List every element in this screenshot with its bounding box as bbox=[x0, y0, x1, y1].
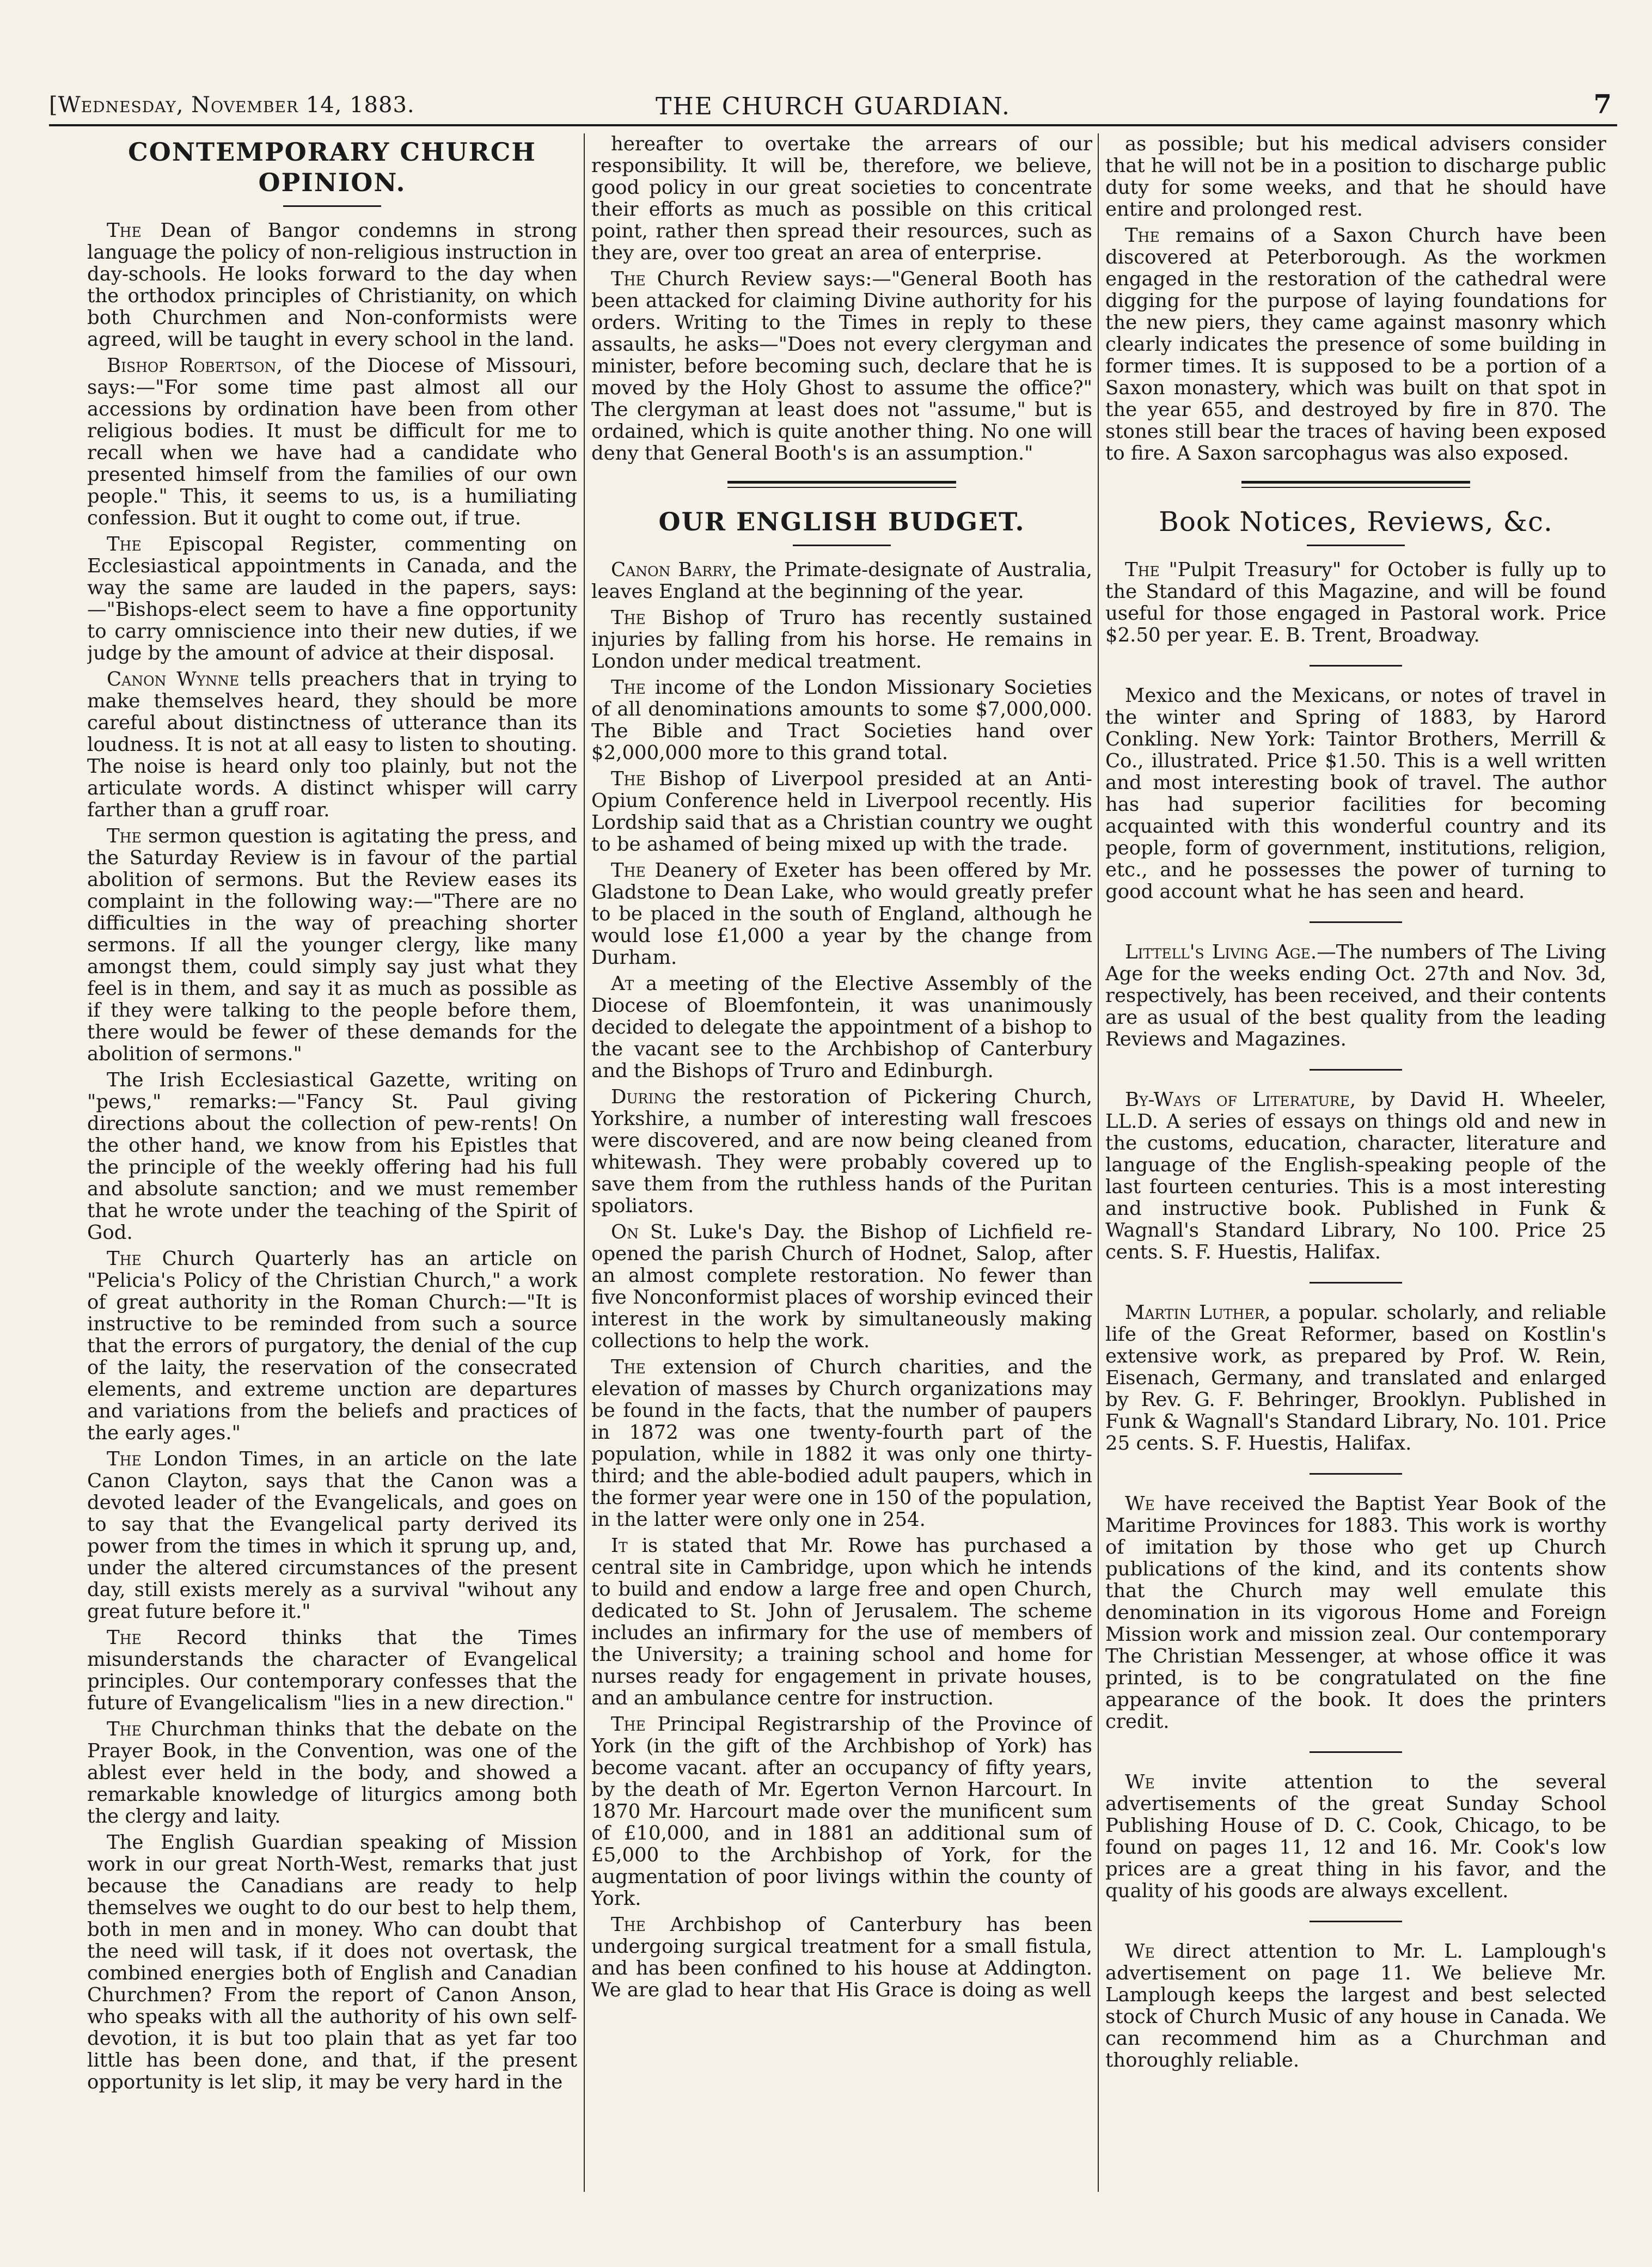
paragraph-text: Churchman thinks that the debate on the Prayer Book, in the Convention, was one of the ablest ever held in the body, and showed a remarkable knowledge of liturgics among both the clergy and laity. bbox=[87, 1718, 577, 1828]
title-rule bbox=[283, 205, 381, 207]
continued-articles bbox=[591, 133, 1092, 465]
paragraph-text: income of the London Missionary Societies of all denominations amounts to some $7,000,000. The Bible and Tract Societies hand over $2,000,000 more to this grand total. bbox=[591, 676, 1092, 764]
paragraph-text: Church Review says:—"General Booth has been attacked for claiming Divine authority for his orders. Writing to the Times in reply to these assaults, he asks—"Does not every clergyman and minister, before becoming such, declare that he is moved by the Holy Ghost to assume the office?" The clergyman at least does not "assume," but is ordained, which is quite another thing. No one will deny that General Booth's is an assumption." bbox=[591, 268, 1092, 465]
paragraph-lead: By-Ways of Literature, bbox=[1125, 1089, 1356, 1111]
article-paragraph bbox=[591, 559, 1092, 603]
paragraph-lead: The bbox=[107, 1627, 142, 1649]
section-title-book-notices: Book Notices, Reviews, &c. bbox=[1159, 506, 1553, 537]
english-budget-articles bbox=[591, 559, 1092, 2001]
paragraph-text: —The numbers of The Living Age for the weeks ending Oct. 27th and Nov. 3d, respectively, has been received, and their contents are as usual of the best quality from the leading Reviews and Magazines. bbox=[1105, 941, 1606, 1050]
article-paragraph bbox=[87, 669, 577, 821]
column-divider bbox=[584, 133, 585, 2192]
article-paragraph bbox=[1105, 559, 1606, 646]
paragraph-text: Record thinks that the Times misunderstands the character of Evangelical principles. Our contemporary confesses that the future of Evangelicalism "lies in a new direction." bbox=[87, 1627, 577, 1714]
article-paragraph bbox=[87, 1719, 577, 1828]
paragraph-text: The Irish Ecclesiastical Gazette, writing on "pews," remarks:—"Fancy St. Paul giving directions about the collection of pew-rents! On the other hand, we know from his Epistles that the principle of the weekly offering had his full and absolute sanction; and we must remember that he wrote under the teaching of the Spirit of God. bbox=[87, 1069, 577, 1244]
paragraph-lead: The bbox=[611, 1713, 646, 1736]
article-paragraph bbox=[591, 973, 1092, 1082]
paragraph-lead: Canon Barry, bbox=[611, 559, 738, 581]
article-paragraph bbox=[591, 1086, 1092, 1217]
paragraph-text: Bishop of Liverpool presided at an Anti-Opium Conference held in Liverpool recently. His Lordship said that as a Christian country we ought to be ashamed of being mixed up with the trade. bbox=[591, 768, 1092, 856]
paragraph-lead: On bbox=[611, 1221, 639, 1243]
paragraph-text: Principal Registrarship of the Province of York (in the gift of the Archbishop of York) has become vacant. after an occupancy of fifty years, by the death of Mr. Egerton Vernon Harcourt. In 1870 Mr. Harcourt made over the munificent sum of £10,000, and in 1881 an additional sum of £5,000 to the Archbishop of York, for the augmentation of poor livings within the county of York. bbox=[591, 1713, 1092, 1910]
notice-divider bbox=[1310, 1282, 1402, 1284]
paragraph-lead: We bbox=[1125, 1940, 1155, 1963]
paragraph-lead: The bbox=[611, 859, 646, 882]
paragraph-lead: The bbox=[611, 607, 646, 629]
notice-divider bbox=[1310, 1921, 1402, 1922]
paragraph-text: invite attention to the several advertisements of the great Sunday School Publishing House of D. C. Cook, Chicago, to be found on pages 11, 12 and 16. Mr. Cook's low prices are a great thing in his favor, and the quality of his goods are always excellent. bbox=[1105, 1771, 1606, 1902]
paragraph-lead: At bbox=[611, 973, 634, 995]
page-number: 7 bbox=[1593, 89, 1612, 120]
section-divider bbox=[1241, 481, 1470, 488]
article-paragraph bbox=[591, 1535, 1092, 1709]
article-paragraph bbox=[591, 1914, 1092, 2001]
article-paragraph bbox=[87, 220, 577, 351]
article-paragraph bbox=[591, 268, 1092, 465]
paragraph-text: Deanery of Exeter has been offered by Mr. Gladstone to Dean Lake, who would greatly prefer to be placed in the south of England, although he would lose £1,000 a year by the change from Durham. bbox=[591, 859, 1092, 969]
notice-divider bbox=[1310, 1069, 1402, 1071]
paragraph-text: direct attention to Mr. L. Lamplough's advertisement on page 11. We believe Mr. Lamplough keeps the largest and best selected stock of Church Music of any house in Canada. We can recommend him as a Churchman and thoroughly reliable. bbox=[1105, 1940, 1606, 2072]
paragraph-lead: The bbox=[107, 533, 142, 555]
column-1 bbox=[87, 133, 577, 2192]
article-paragraph bbox=[1105, 942, 1606, 1050]
paragraph-lead: The bbox=[611, 676, 646, 699]
paragraph-text: extension of Church charities, and the elevation of masses by Church organizations may be found in the facts, that the number of paupers in 1872 was one twenty-fourth part of the population, while in 1882 it was only one thirty-third; and the able-bodied adult paupers, which in the former year were one in 150 of the population, in the latter were only one in 254. bbox=[591, 1356, 1092, 1531]
paragraph-lead: Bishop Robertson, bbox=[107, 355, 283, 377]
book-notices bbox=[1105, 559, 1606, 2072]
paragraph-text: hereafter to overtake the arrears of our responsibility. It will be, therefore, we believe, good policy in our great societies to concentrate their efforts as much as possible on this critical point, rather then spread their resources, such as they are, over too great an area of enterprise. bbox=[591, 133, 1092, 264]
church-opinion-articles bbox=[87, 220, 577, 2093]
paragraph-text: Bishop of Truro has recently sustained injuries by falling from his horse. He remains in London under medical treatment. bbox=[591, 607, 1092, 673]
column-divider bbox=[1098, 133, 1099, 2192]
column-2 bbox=[591, 133, 1092, 2192]
paragraph-text: sermon question is agitating the press, and the Saturday Review is in favour of the partial abolition of sermons. But the Review eases its complaint in the following way:—"There are no difficulties in the way of preaching shorter sermons. If all the younger clergy, like many amongst them, could simply say just what they feel is in them, and say it as much as possible as if they were talking to the people before them, there would be fewer of these demands for the abolition of sermons." bbox=[87, 825, 577, 1065]
article-paragraph bbox=[1105, 225, 1606, 465]
paragraph-text: by David H. Wheeler, LL.D. A series of essays on things old and new in the customs, education, character, literature and language of the English-speaking people of the last fourteen centuries. This is a most interesting and instructive book. Published in Funk & Wagnall's Standard Library, No 100. Price 25 cents. S. F. Huestis, Halifax. bbox=[1105, 1089, 1606, 1263]
paragraph-text: the Primate-designate of Australia, leaves England at the beginning of the year. bbox=[591, 559, 1092, 603]
paragraph-text: tells preachers that in trying to make themselves heard, they should be more careful about distinctness of utterance than its loudness. It is not at all easy to listen to shouting. The noise is heard only too plainly, but not the articulate words. A distinct whisper will carry farther than a gruff roar. bbox=[87, 668, 577, 821]
notice-divider bbox=[1310, 921, 1402, 923]
article-paragraph bbox=[87, 1832, 577, 2093]
paragraph-lead: The bbox=[107, 1248, 142, 1270]
paragraph-lead: The bbox=[107, 219, 142, 242]
article-paragraph bbox=[1105, 1302, 1606, 1455]
section-divider bbox=[727, 481, 956, 488]
section-title-church-opinion: CONTEMPORARY CHURCH OPINION. bbox=[128, 137, 536, 197]
paragraph-text: "Pulpit Treasury" for October is fully up to the Standard of this Magazine, and will be found useful for those engaged in Pastoral work. Price $2.50 per year. E. B. Trent, Broadway. bbox=[1105, 559, 1606, 646]
article-paragraph bbox=[1105, 1771, 1606, 1902]
paragraph-lead: The bbox=[611, 1356, 646, 1378]
article-paragraph bbox=[591, 1714, 1092, 1910]
paragraph-lead: The bbox=[1125, 559, 1160, 581]
paragraph-lead: It bbox=[611, 1535, 628, 1557]
title-rule bbox=[1307, 545, 1405, 546]
paragraph-text: Archbishop of Canterbury has been undergoing surgical treatment for a small fistula, and has been confined to his house at Addington. We are glad to hear that His Grace is doing as well bbox=[591, 1914, 1092, 2001]
paragraph-lead: The bbox=[107, 825, 142, 847]
article-paragraph bbox=[591, 1221, 1092, 1352]
paragraph-text: the restoration of Pickering Church, Yorkshire, a number of interesting wall frescoes were discovered, and are now being cleaned from whitewash. They were probably covered up to save them from the ruthless hands of the Puritan spoliators. bbox=[591, 1086, 1092, 1217]
paragraph-text: St. Luke's Day. the Bishop of Lichfield re-opened the parish Church of Hodnet, Salop, after an almost complete restoration. No fewer than five Nonconformist places of worship evinced their interest in the work by simultaneously making collections to help the work. bbox=[591, 1221, 1092, 1352]
issue-date: [Wednesday, November 14, 1883. bbox=[49, 93, 415, 118]
paragraph-lead: We bbox=[1125, 1771, 1155, 1793]
article-paragraph bbox=[591, 607, 1092, 673]
title-rule bbox=[793, 545, 891, 546]
continued-articles bbox=[1105, 133, 1606, 465]
paragraph-lead: We bbox=[1125, 1493, 1155, 1515]
paragraph-text: The English Guardian speaking of Mission work in our great North-West, remarks that just because the Canadians are ready to help themselves we ought to do our best to help them, both in men and in money. Who can doubt that the need will task, if it does not overtask, the combined energies both of English and Canadian Churchmen? From the report of Canon Anson, who speaks with all the authority of his own self-devotion, it is but too plain that as yet far too little has been done, and that, if the present opportunity is let slip, it may be very hard in the bbox=[87, 1831, 577, 2093]
article-paragraph bbox=[591, 133, 1092, 264]
paragraph-lead: The bbox=[611, 268, 646, 290]
newspaper-title: THE CHURCH GUARDIAN. bbox=[656, 93, 1011, 120]
paragraph-lead: Canon Wynne bbox=[107, 668, 240, 691]
article-paragraph bbox=[1105, 133, 1606, 221]
section-title-english-budget: OUR ENGLISH BUDGET. bbox=[658, 507, 1025, 536]
paragraph-text: remains of a Saxon Church have been discovered at Peterborough. As the workmen engaged in the restoration of the cathedral were digging for the purpose of laying foundations for the new piers, they came against masonry which clearly indicates the presence of some building in former times. It is supposed to be a portion of a Saxon monastery, which was built on that spot in the year 655, and destroyed by fire in 870. The stones still bear the traces of having been exposed to fire. A Saxon sarcophagus was also exposed. bbox=[1105, 224, 1606, 465]
paragraph-lead: The bbox=[1125, 224, 1160, 247]
article-paragraph bbox=[1105, 685, 1606, 903]
paragraph-lead: Martin Luther, bbox=[1125, 1301, 1271, 1324]
article-paragraph bbox=[591, 768, 1092, 856]
article-paragraph bbox=[87, 826, 577, 1065]
article-paragraph bbox=[1105, 1089, 1606, 1263]
article-paragraph bbox=[87, 534, 577, 664]
paragraph-text: is stated that Mr. Rowe has purchased a central site in Cambridge, upon which he intends to build and endow a large free and open Church, dedicated to St. John of Jerusalem. The scheme includes an infirmary for the use of members of the University; a training school and home for nurses ready for engagement in private houses, and an ambulance centre for instruction. bbox=[591, 1535, 1092, 1709]
paragraph-lead: The bbox=[611, 1914, 646, 1936]
paragraph-text: of the Diocese of Missouri, says:—"For some time past almost all our accessions by ordination have been from other religious bodies. It must be difficult for me to recall when we have had a candidate who presented himself from the families of our own people." This, it seems to us, is a humiliating confession. But it ought to come out, if true. bbox=[87, 355, 577, 529]
article-paragraph bbox=[1105, 1493, 1606, 1733]
paragraph-lead: The bbox=[107, 1718, 142, 1740]
notice-divider bbox=[1310, 1751, 1402, 1753]
article-paragraph bbox=[1105, 1941, 1606, 2072]
paragraph-text: Mexico and the Mexicans, or notes of travel in the winter and Spring of 1883, by Harord Conkling. New York: Taintor Brothers, Merrill & Co., illustrated. Price $1.50. This is a well written and most interesting book of travel. The author has had superior facilities for becoming acquainted with this wonderful country and its people, form of government, institutions, religion, etc., and he possesses the power of turning to good account what he has seen and heard. bbox=[1105, 685, 1606, 903]
paragraph-text: a meeting of the Elective Assembly of the Diocese of Bloemfontein, it was unanimously decided to delegate the appointment of a bishop to the vacant see to the Archbishop of Canterbury and the Bishops of Truro and Edinburgh. bbox=[591, 973, 1092, 1082]
paragraph-lead: The bbox=[611, 768, 646, 790]
paragraph-text: have received the Baptist Year Book of the Maritime Provinces for 1883. This work is worthy of imitation by those who get up Church publications of the kind, and its contents show that the Church may well emulate this denomination in its vigorous Home and Foreign Mission work and mission zeal. Our contemporary The Christian Messenger, at whose office it was printed, is to be congratulated on the fine appearance of the book. It does the printers credit. bbox=[1105, 1493, 1606, 1733]
paragraph-lead: Littell's Living Age. bbox=[1125, 941, 1317, 963]
paragraph-lead: The bbox=[107, 1448, 142, 1470]
article-paragraph bbox=[87, 1248, 577, 1444]
column-3 bbox=[1105, 133, 1606, 2192]
notice-divider bbox=[1310, 1473, 1402, 1475]
paragraph-text: Dean of Bangor condemns in strong language the policy of non-religious instruction in day-schools. He looks forward to the day when the orthodox principles of Christianity, on which both Churchmen and Non-conformists were agreed, will be taught in every school in the land. bbox=[87, 219, 577, 351]
paragraph-text: as possible; but his medical advisers consider that he will not be in a position to discharge public duty for some weeks, and that he should have entire and prolonged rest. bbox=[1105, 133, 1606, 221]
article-paragraph bbox=[591, 1356, 1092, 1531]
article-paragraph bbox=[87, 1070, 577, 1244]
paragraph-text: Church Quarterly has an article on "Pelicia's Policy of the Christian Church," a work of great authority in the Roman Church:—"It is instructive to be reminded from such a source that the errors of purgatory, the denial of the cup of the laity, the reservation of the consecrated elements, and extreme unction are departures and variations from the beliefs and practices of the early ages." bbox=[87, 1248, 577, 1444]
page-header bbox=[49, 89, 1617, 126]
paragraph-text: a popular. scholarly, and reliable life of the Great Reformer, based on Kostlin's extensive work, as prepared by Prof. W. Rein, Eisenach, Germany, and translated and enlarged by Rev. G. F. Behringer, Brooklyn. Published in Funk & Wagnall's Standard Library, No. 101. Price 25 cents. S. F. Huestis, Halifax. bbox=[1105, 1301, 1606, 1455]
notice-divider bbox=[1310, 665, 1402, 667]
article-paragraph bbox=[591, 677, 1092, 764]
paragraph-lead: During bbox=[611, 1086, 677, 1108]
paragraph-text: Episcopal Register, commenting on Ecclesiastical appointments in Canada, and the way the same are lauded in the papers, says:—"Bishops-elect seem to have a fine opportunity to carry omniscience into their new duties, if we judge by the amount of advice at their disposal. bbox=[87, 533, 577, 664]
article-paragraph bbox=[87, 1449, 577, 1623]
article-paragraph bbox=[591, 860, 1092, 969]
paragraph-text: London Times, in an article on the late Canon Clayton, says that the Canon was a devoted leader of the Evangelicals, and goes on to say that the Evangelical party derived its power from the times in which it sprung up, and, under the altered circumstances of the present day, still exists merely as a survival "wihout any great future before it." bbox=[87, 1448, 577, 1623]
article-paragraph bbox=[87, 1627, 577, 1714]
article-paragraph bbox=[87, 355, 577, 529]
